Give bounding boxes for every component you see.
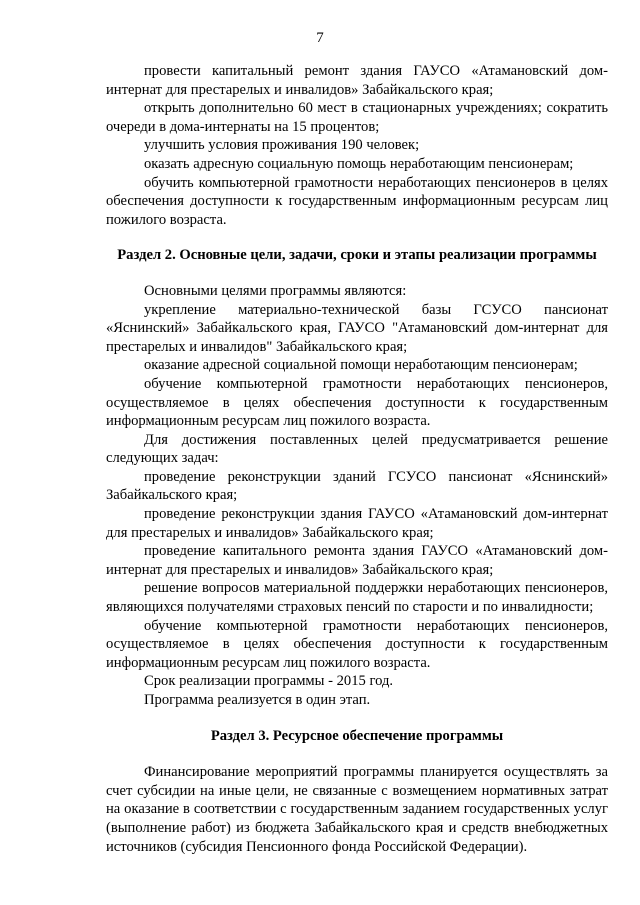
program-term: Срок реализации программы - 2015 год. (144, 673, 394, 690)
section-2-heading: Раздел 2. Основные цели, задачи, сроки и этапы реализации программы (117, 247, 597, 264)
goal-item: укрепление материально-технической базы ГСУСО пансионат «Яснинский» Забайкальского края, ГАУСО "Атамановский дом-интернат для престарелых и инвалидов" Забайкальского края; (106, 301, 608, 355)
intro-item: обучить компьютерной грамотности неработающих пенсионеров в целях обеспечения доступности к государственным информационным ресурсам лиц пожилого возраста. (106, 174, 608, 228)
page-number: 7 (316, 30, 324, 46)
intro-item: провести капитальный ремонт здания ГАУСО «Атамановский дом-интернат для престарелых и инвалидов» Забайкальского края; (106, 63, 608, 98)
tasks-intro: Для достижения поставленных целей предусматривается решение следующих задач: (106, 431, 608, 467)
funding-paragraph: Финансирование мероприятий программы планируется осуществлять за счет субсидии на иные цели, не связанные с возмещением нормативных затрат на оказание в соответствии с государственным заданием государственных услуг (выполнение работ) из бюджета Забайкальского края и средств внебюджетных источников (субсидия Пенсионного фонда Российской Федерации). (106, 764, 608, 855)
document-body (106, 62, 608, 856)
intro-item: улучшить условия проживания 190 человек; (144, 137, 420, 154)
task-item: проведение капитального ремонта здания ГАУСО «Атамановский дом-интернат для престарелых и инвалидов» Забайкальского края; (106, 543, 608, 578)
intro-item: открыть дополнительно 60 мест в стационарных учреждениях; сократить очереди в дома-интернаты на 15 процентов; (106, 100, 608, 135)
task-item: решение вопросов материальной поддержки неработающих пенсионеров, являющихся получателями страховых пенсий по старости и по инвалидности; (106, 580, 608, 616)
task-item: проведение реконструкции здания ГАУСО «Атамановский дом-интернат для престарелых и инвалидов» Забайкальского края; (106, 506, 608, 541)
task-item: проведение реконструкции зданий ГСУСО пансионат «Яснинский» Забайкальского края; (106, 468, 608, 504)
goal-item: обучение компьютерной грамотности неработающих пенсионеров, осуществляемое в целях обеспечения доступности к государственным информационным ресурсам лиц пожилого возраста. (106, 375, 608, 430)
program-stages: Программа реализуется в один этап. (144, 692, 371, 708)
intro-item: оказать адресную социальную помощь неработающим пенсионерам; (144, 155, 574, 172)
goals-intro: Основными целями программы являются: (144, 282, 407, 299)
section-3-heading: Раздел 3. Ресурсное обеспечение программы (210, 727, 504, 744)
goal-item: оказание адресной социальной помощи неработающим пенсионерам; (144, 357, 578, 374)
task-item: обучение компьютерной грамотности неработающих пенсионеров, осуществляемое в целях обеспечения доступности к государственным информационным ресурсам лиц пожилого возраста. (106, 617, 608, 671)
